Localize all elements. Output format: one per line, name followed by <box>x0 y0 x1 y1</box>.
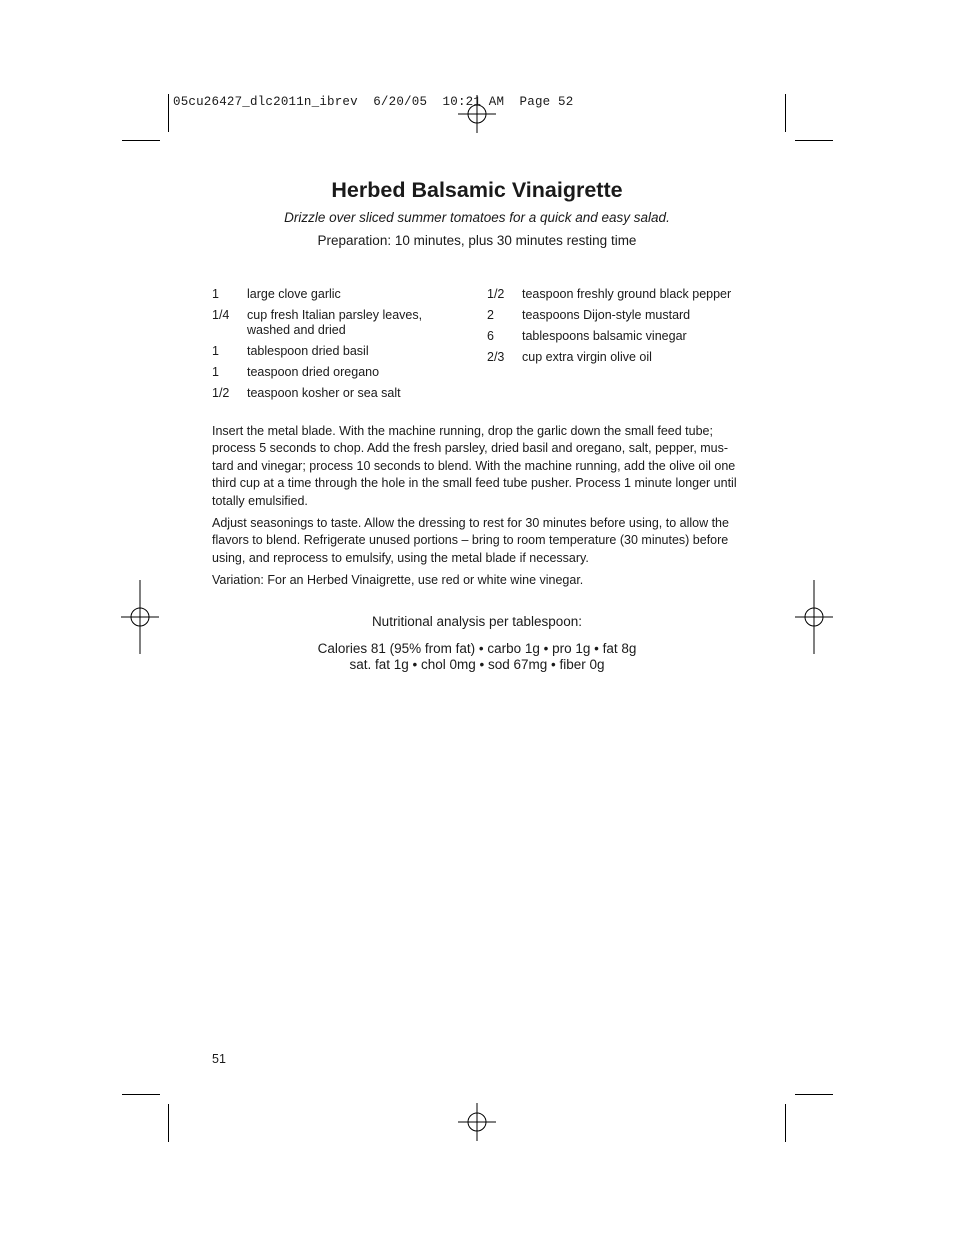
crop-mark <box>122 1094 160 1095</box>
ingredients-right-column <box>487 287 737 371</box>
ingredient-quantity: 1 <box>212 344 219 358</box>
page-number: 51 <box>212 1052 226 1066</box>
ingredient-item: tablespoon dried basil <box>247 344 369 358</box>
instruction-paragraph: Insert the metal blade. With the machine running, drop the garlic down the small feed tube; process 5 seconds to chop. Add the fresh parsley, dried basil and oregano, salt, pepper, mustard and vinegar; process 10 seconds to blend. With the machine running, add the olive oil one third cup at a time through the hole in the small feed tube pusher. Process 1 minute longer until totally emulsified. <box>212 424 737 508</box>
ingredient-quantity: 6 <box>487 329 494 343</box>
recipe-title: Herbed Balsamic Vinaigrette <box>331 178 623 202</box>
ingredient-row <box>212 344 462 359</box>
ingredient-row <box>487 308 737 323</box>
ingredient-quantity: 1 <box>212 365 219 379</box>
ingredient-quantity: 1/4 <box>212 308 230 322</box>
ingredient-item: teaspoon kosher or sea salt <box>247 386 401 400</box>
ingredient-quantity: 1 <box>212 287 219 301</box>
ingredients-left-column <box>212 287 462 407</box>
nutrition-heading: Nutritional analysis per tablespoon: <box>371 614 583 629</box>
nutrition-line: Calories 81 (95% from fat) • carbo 1g • pro 1g • fat 8g <box>317 640 637 656</box>
crop-mark <box>795 1094 833 1095</box>
ingredient-item: large clove garlic <box>247 287 341 301</box>
nutrition-line: sat. fat 1g • chol 0mg • sod 67mg • fiber 0g <box>349 657 605 672</box>
ingredient-item: cup extra virgin olive oil <box>522 350 652 364</box>
instructions <box>212 423 742 595</box>
ingredient-row <box>487 350 737 365</box>
ingredient-item: teaspoon freshly ground black pepper <box>522 287 732 301</box>
ingredient-row <box>487 287 737 302</box>
crop-mark <box>785 1104 786 1142</box>
ingredient-row <box>487 329 737 344</box>
crop-mark <box>785 94 786 132</box>
ingredient-quantity: 2 <box>487 308 494 322</box>
ingredient-item: teaspoons Dijon-style mustard <box>522 308 691 322</box>
preparation-time: Preparation: 10 minutes, plus 30 minutes resting time <box>317 233 637 248</box>
ingredient-row <box>212 386 462 401</box>
ingredient-row <box>212 365 462 380</box>
ingredient-item: teaspoon dried oregano <box>247 365 380 379</box>
recipe-subtitle: Drizzle over sliced summer tomatoes for a quick and easy salad. <box>284 210 670 225</box>
crop-mark <box>795 140 833 141</box>
ingredient-quantity: 2/3 <box>487 350 505 364</box>
print-slug-line: 05cu26427_dlc2011n_ibrev 6/20/05 10:21 AM Page 52 <box>173 95 574 109</box>
crop-mark <box>168 1104 169 1142</box>
ingredient-item: cup fresh Italian parsley leaves, washed and dried <box>247 308 423 337</box>
nutrition-block <box>0 614 954 674</box>
ingredient-quantity: 1/2 <box>212 386 230 400</box>
instruction-paragraph: Adjust seasonings to taste. Allow the dressing to rest for 30 minutes before using, to allow the flavors to blend. Refrigerate unused portions – bring to room temperature (30 minutes) before using, and reprocess to emulsify, using the metal blade if necessary. <box>212 516 729 565</box>
ingredient-row <box>212 287 462 302</box>
ingredient-item: tablespoons balsamic vinegar <box>522 329 687 343</box>
crop-mark <box>122 140 160 141</box>
crop-mark <box>168 94 169 132</box>
ingredient-quantity: 1/2 <box>487 287 505 301</box>
variation-note: Variation: For an Herbed Vinaigrette, use red or white wine vinegar. <box>212 573 584 588</box>
registration-mark-icon <box>458 1103 496 1141</box>
ingredient-row <box>212 308 462 338</box>
